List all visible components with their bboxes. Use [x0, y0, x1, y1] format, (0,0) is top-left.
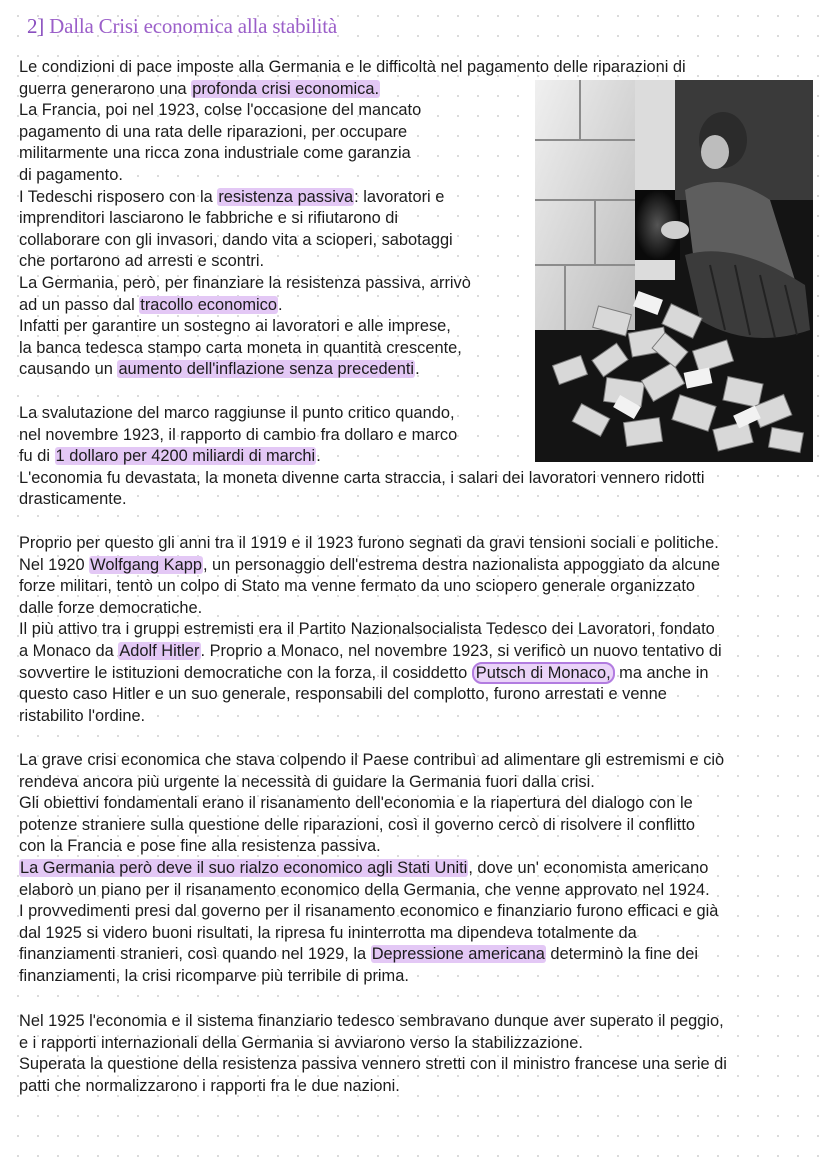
text-line	[19, 880, 724, 902]
paragraph-5	[19, 1011, 727, 1097]
text-run: rendeva ancora più urgente la necessità di guidare la Germania fuori dalla crisi.	[19, 772, 595, 791]
text-run: militarmente una ricca zona industriale come garanzia	[19, 144, 411, 163]
text-line	[19, 273, 686, 295]
paragraph-3	[19, 533, 722, 727]
text-run: , un personaggio dell'estrema destra nazionalista appoggiato da alcune	[202, 555, 721, 574]
text-line	[19, 1076, 727, 1098]
text-line	[19, 815, 724, 837]
highlighted-text: Depressione americana	[371, 945, 545, 964]
text-run: nel novembre 1923, il rapporto di cambio fra dollaro e marco	[19, 425, 458, 444]
text-line	[19, 706, 722, 728]
text-line	[19, 684, 722, 706]
text-run: dal 1925 si videro buoni risultati, la ripresa fu ininterrotta ma dipendeva totalmente da	[19, 923, 637, 942]
text-run: I provvedimenti presi dal governo per il risanamento economico e finanziario furono efficaci e già	[19, 902, 719, 921]
text-line	[19, 187, 686, 209]
text-line	[19, 57, 686, 79]
text-run: La Germania, però, per finanziare la resistenza passiva, arrivò	[19, 273, 471, 292]
text-line	[19, 359, 686, 381]
text-line	[19, 251, 686, 273]
text-line	[19, 208, 686, 230]
text-run: I Tedeschi risposero con la	[19, 187, 218, 206]
text-run: drasticamente.	[19, 490, 127, 509]
text-run: Nel 1925 l'economia e il sistema finanziario tedesco sembravano dunque aver superato il peggio,	[19, 1012, 724, 1030]
highlighted-text: tracollo economico	[140, 295, 277, 314]
text-run: ad un passo dal	[19, 295, 140, 314]
paragraph-4	[19, 750, 724, 988]
highlighted-text: 1 dollaro per 4200 miliardi di marchi	[55, 447, 316, 466]
text-run: dalle forze democratiche.	[19, 598, 203, 617]
text-line	[19, 122, 686, 144]
paragraph-2	[19, 403, 705, 511]
section-title: Dalla Crisi economica alla stabilità	[49, 14, 338, 38]
text-run: . Proprio a Monaco, nel novembre 1923, si verificò un nuovo tentativo di	[200, 641, 722, 660]
text-line	[19, 598, 722, 620]
text-run: guerra generarono una	[19, 79, 192, 98]
text-run: Il più attivo tra i gruppi estremisti era il Partito Nazionalsocialista Tedesco dei Lavoratori, fondato	[19, 620, 715, 639]
highlighted-text: resistenza passiva	[218, 187, 354, 206]
section-number: 2]	[27, 14, 45, 38]
text-line	[19, 923, 724, 945]
text-line	[19, 1033, 727, 1055]
text-run: Le condizioni di pace imposte alla Germania e le difficoltà nel pagamento delle riparazioni di	[19, 58, 686, 76]
text-run: di pagamento.	[19, 165, 123, 184]
text-run: Proprio per questo gli anni tra il 1919 e il 1923 furono segnati da gravi tensioni sociali e politiche.	[19, 534, 719, 552]
text-line	[19, 316, 686, 338]
highlighted-text: La Germania però deve il suo rialzo economico agli Stati Uniti	[20, 858, 468, 877]
text-line	[19, 750, 724, 772]
text-run: la banca tedesca stampo carta moneta in quantità crescente,	[19, 338, 462, 357]
text-line	[19, 165, 686, 187]
text-run: questo caso Hitler e un suo generale, responsabili del complotto, furono arrestati e venne	[19, 685, 667, 704]
text-run: La Francia, poi nel 1923, colse l'occasione del mancato	[19, 101, 422, 120]
highlighted-text: profonda crisi economica.	[192, 79, 379, 98]
text-run: , dove un' economista americano	[468, 858, 709, 877]
text-run: ristabilito l'ordine.	[19, 706, 146, 725]
text-run: fu di	[19, 447, 55, 466]
text-run: con la Francia e pose fine alla resistenza passiva.	[19, 837, 381, 856]
text-run: imprenditori lasciarono le fabbriche e si rifiutarono di	[19, 209, 398, 228]
text-line	[19, 1054, 727, 1076]
text-line	[19, 230, 686, 252]
text-run: patti che normalizzarono i rapporti fra le due nazioni.	[19, 1076, 400, 1095]
text-line	[19, 576, 722, 598]
text-run: ma anche in	[614, 663, 709, 682]
text-line	[19, 79, 686, 101]
text-run: Infatti per garantire un sostegno ai lavoratori e alle imprese,	[19, 317, 451, 336]
text-run: .	[316, 447, 321, 466]
text-run: La svalutazione del marco raggiunse il punto critico quando,	[19, 404, 455, 422]
text-run: .	[277, 295, 283, 314]
text-line	[19, 533, 722, 555]
text-run: determinò la fine dei	[545, 945, 698, 964]
text-line	[19, 793, 724, 815]
text-line	[19, 772, 724, 794]
text-run: sovvertire le istituzioni democratiche con la forza, il cosiddetto	[19, 663, 472, 682]
text-run: che portarono ad arresti e scontri.	[19, 252, 265, 271]
text-run: Gli obiettivi fondamentali erano il risanamento dell'economia e la riapertura del dialogo con le	[19, 794, 693, 813]
text-line	[19, 489, 705, 511]
text-run: causando un	[19, 360, 118, 379]
text-run: a Monaco da	[19, 641, 119, 660]
text-line	[19, 100, 686, 122]
text-run: Superata la questione della resistenza passiva vennero stretti con il ministro francese una serie di	[19, 1055, 727, 1074]
text-run: .	[415, 360, 420, 379]
text-run: potenze straniere sulla questione delle riparazioni, così il governo cercò di risolvere il conflitto	[19, 815, 696, 834]
text-line	[19, 663, 722, 685]
text-run: Nel 1920	[19, 555, 90, 574]
text-line	[19, 338, 686, 360]
text-run: L'economia fu devastata, la moneta divenne carta straccia, i salari dei lavoratori vennero ridotti	[19, 468, 705, 487]
highlighted-text: Adolf Hitler	[119, 641, 200, 660]
text-run: collaborare con gli invasori, dando vita a scioperi, sabotaggi	[19, 230, 453, 249]
text-run: pagamento di una rata delle riparazioni, per occupare	[19, 122, 408, 141]
text-run: : lavoratori e	[354, 187, 445, 206]
text-run: La grave crisi economica che stava colpendo il Paese contribuì ad alimentare gli estremismi e ciò	[19, 751, 725, 769]
text-run: finanziamenti stranieri, così quando nel 1929, la	[19, 945, 371, 964]
text-line	[19, 858, 724, 880]
paragraph-1	[19, 57, 686, 381]
text-run: elaborò un piano per il risanamento economico della Germania, che venne approvato nel 1924.	[19, 880, 710, 899]
text-run: forze militari, tentò un colpo di Stato ma venne fermato da uno sciopero generale organizzato	[19, 577, 696, 596]
text-line	[19, 641, 722, 663]
text-line	[19, 619, 722, 641]
text-line	[19, 555, 722, 577]
text-line	[19, 836, 724, 858]
text-line	[19, 295, 686, 317]
circled-highlighted-text: Putsch di Monaco,	[472, 662, 615, 684]
text-run: e i rapporti internazionali della Germania si avviarono verso la stabilizzazione.	[19, 1033, 583, 1052]
text-line	[19, 446, 705, 468]
text-run: finanziamenti, la crisi ricomparve più terribile di prima.	[19, 966, 409, 985]
text-line	[19, 143, 686, 165]
text-line	[19, 1011, 727, 1033]
text-line	[19, 403, 705, 425]
text-line	[19, 901, 724, 923]
text-line	[19, 966, 724, 988]
highlighted-text: aumento dell'inflazione senza precedenti	[118, 360, 415, 379]
text-line	[19, 425, 705, 447]
text-line	[19, 944, 724, 966]
text-line	[19, 468, 705, 490]
page-title	[27, 14, 337, 39]
highlighted-text: Wolfgang Kapp	[90, 555, 202, 574]
